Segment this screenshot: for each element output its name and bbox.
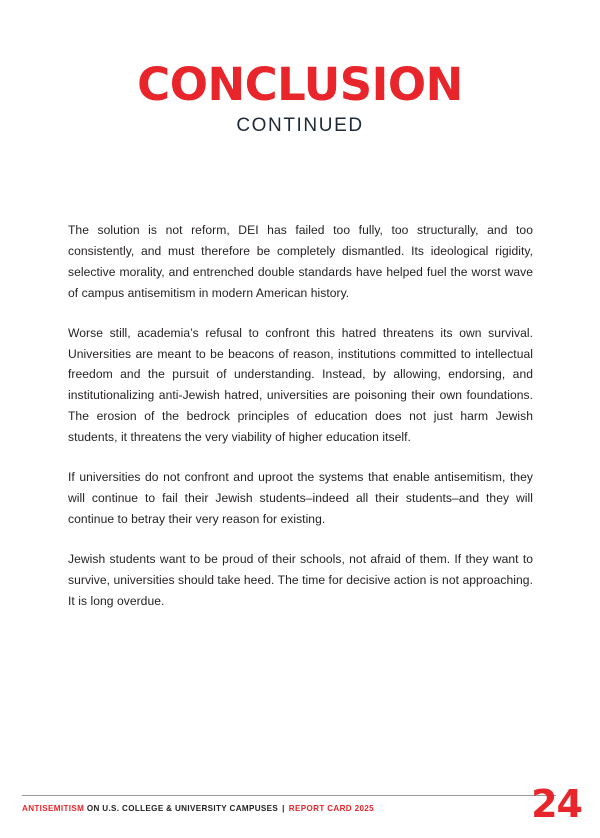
page-title: CONCLUSION <box>137 58 463 111</box>
document-page <box>0 58 600 838</box>
footer-divider <box>22 795 556 796</box>
footer-caption <box>22 804 374 813</box>
footer-dark-text: ON U.S. COLLEGE & UNIVERSITY CAMPUSES <box>86 804 279 813</box>
page-subtitle: CONTINUED <box>236 115 364 136</box>
footer-separator: | <box>282 804 285 813</box>
body-copy <box>68 220 533 612</box>
page-number: 24 <box>531 782 582 826</box>
paragraph: The solution is not reform, DEI has failed too fully, too structurally, and too consistently, and must therefore be completely dismantled. Its ideological rigidity, selective morality, and entrenched double standards have helped fuel the worst wave of campus antisemitism in modern American history. <box>68 223 533 300</box>
paragraph: Worse still, academia’s refusal to confront this hatred threatens its own survival. Universities are meant to be beacons of reason, institutions committed to intellectual freedom and the pursuit of understanding. Instead, by allowing, endorsing, and institutionalizing anti-Jewish hatred, universities are poisoning their own foundations. The erosion of the bedrock principles of education does not just harm Jewish students, it threatens the very viability of higher education itself. <box>68 325 533 445</box>
page-footer <box>0 782 600 838</box>
title-block <box>0 58 600 138</box>
paragraph: Jewish students want to be proud of their schools, not afraid of them. If they want to survive, universities should take heed. The time for decisive action is not approaching. It is long overdue. <box>68 551 533 608</box>
footer-report-text: REPORT CARD 2025 <box>288 804 375 813</box>
paragraph: If universities do not confront and uproot the systems that enable antisemitism, they will continue to fail their Jewish students–indeed all their students–and they will continue to betray their very reason for existing. <box>68 470 533 526</box>
footer-accent-text: ANTISEMITISM <box>22 804 85 813</box>
